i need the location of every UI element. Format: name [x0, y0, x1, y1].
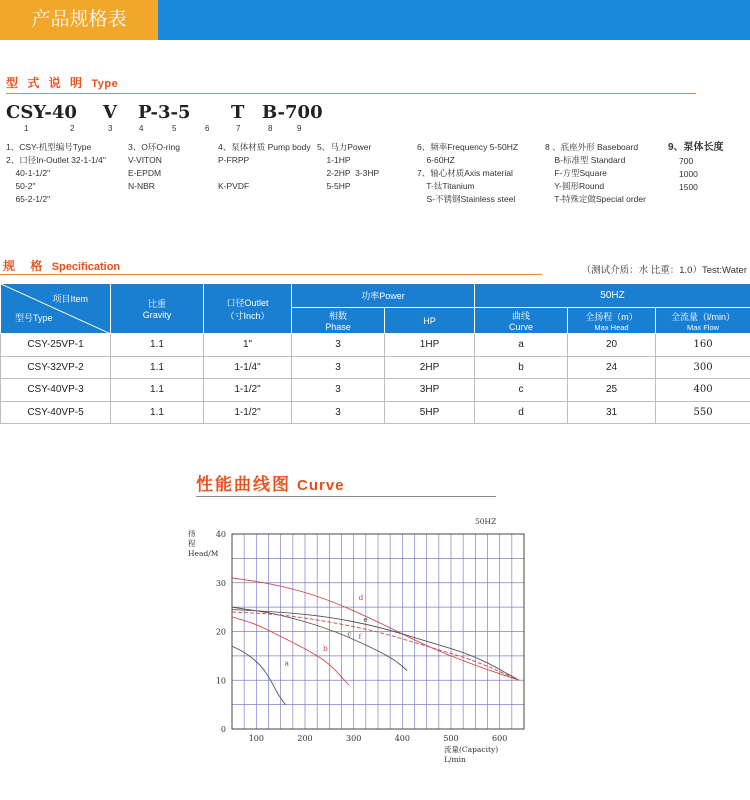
desc-length-title: 9、泵体长度 [668, 142, 724, 153]
cell-model: CSY-40VP-5 [1, 401, 111, 424]
table-row [1, 334, 750, 357]
table-row [1, 379, 750, 402]
desc-pump-body: 4、泵体材质 Pump body P-FRPP K-PVDF [218, 142, 311, 191]
curve-section-title [196, 470, 345, 495]
header-hp: HP [385, 308, 475, 334]
curve-label-a: a [284, 658, 290, 668]
header-flow-cn: 全流量（l/min） [671, 311, 736, 322]
cell-gravity: 1.1 [111, 401, 204, 424]
curve-label-c: c [347, 629, 352, 639]
cell-outlet: 1-1/2" [204, 401, 292, 424]
code-part-5: B-700 [262, 102, 323, 123]
cell-hp: 2HP [385, 356, 475, 379]
cell-head: 20 [568, 334, 656, 357]
header-flow-en: Max Flow [686, 322, 720, 332]
desc-oring: 3、O环O-ring V-VITON E-EPDM N-NBR [128, 142, 180, 191]
index-5: 5 [172, 124, 177, 133]
cell-phase: 3 [292, 379, 385, 402]
index-2: 2 [70, 124, 75, 133]
code-part-3: P-3-5 [138, 102, 191, 123]
code-part-4: T [231, 102, 245, 123]
cell-model: CSY-25VP-1 [1, 334, 111, 357]
curve-b [232, 617, 352, 685]
index-9: 9 [297, 124, 302, 133]
header-gravity-cn: 比重 [147, 299, 166, 309]
cell-flow: 300 [656, 356, 750, 379]
desc-baseboard: 8 、底座外形 Baseboard B-标准型 Standard F-方型Square Y-圆形Round T-特殊定做Special order [545, 142, 646, 204]
cell-outlet: 1-1/4" [204, 356, 292, 379]
x-tick-label: 400 [394, 734, 410, 743]
header-model: 型号Type [15, 313, 53, 323]
cell-phase: 3 [292, 356, 385, 379]
header-outlet-cn: 口径Outlet [226, 297, 269, 308]
y-axis-label: 程 [188, 539, 196, 548]
spec-table [0, 283, 750, 424]
y-tick-label: 40 [215, 530, 226, 539]
spec-table-tab: 产品规格表 [0, 0, 158, 40]
cell-hp: 5HP [385, 401, 475, 424]
cell-curve: c [475, 379, 568, 402]
header-max-head [568, 308, 656, 334]
performance-curve-chart [180, 510, 540, 775]
header-phase [292, 308, 385, 334]
cell-curve: d [475, 401, 568, 424]
x-tick-label: 300 [346, 734, 362, 743]
header-curve-cn: 曲线 [512, 311, 531, 321]
index-4: 4 [139, 124, 144, 133]
header-phase-en: Phase [325, 322, 351, 332]
curve-label-f: f [358, 631, 362, 641]
item-model-header [1, 284, 111, 334]
frequency-annotation: 50HZ [475, 517, 497, 526]
header-head-en: Max Head [594, 322, 629, 332]
cell-flow: 400 [656, 379, 750, 402]
x-tick-label: 200 [297, 734, 313, 743]
index-1: 1 [24, 124, 29, 133]
header-gravity-en: Gravity [142, 310, 172, 320]
header-phase-cn: 相数 [328, 311, 347, 321]
cell-model: CSY-32VP-2 [1, 356, 111, 379]
cell-gravity: 1.1 [111, 379, 204, 402]
code-part-2: V [103, 102, 117, 123]
spec-title-cn: 规 格 [3, 259, 49, 273]
test-note: （测试介质：水 比重：1.0）Test:Water [581, 265, 747, 276]
y-tick-label: 0 [220, 725, 226, 734]
cell-phase: 3 [292, 401, 385, 424]
curve-label-e: e [363, 614, 368, 624]
header-curve-en: Curve [509, 322, 534, 332]
curve-title-en: Curve [297, 477, 345, 494]
code-part-1: CSY-40 [6, 102, 77, 123]
type-section-title [6, 74, 118, 91]
header-outlet-en: （寸Inch） [225, 310, 270, 321]
cell-hp: 1HP [385, 334, 475, 357]
curve-c [232, 607, 407, 670]
header-gravity [111, 284, 204, 334]
cell-head: 25 [568, 379, 656, 402]
y-tick-label: 20 [215, 627, 226, 637]
header-curve [475, 308, 568, 334]
index-7: 7 [236, 124, 241, 133]
header-power: 功率Power [292, 284, 475, 308]
cell-model: CSY-40VP-3 [1, 379, 111, 402]
spec-section-title [3, 257, 120, 274]
section-divider [196, 496, 496, 497]
header-head-cn: 全扬程（m） [585, 311, 638, 322]
top-banner [0, 0, 750, 40]
x-tick-label: 100 [248, 734, 264, 743]
desc-model-outlet: 1、CSY-机型编号Type 2、口径In-Outlet 32-1-1/4" 40-1-1/2" 50-2" 65-2-1/2" [6, 142, 106, 204]
cell-outlet: 1" [204, 334, 292, 357]
cell-phase: 3 [292, 334, 385, 357]
desc-frequency-axis: 6、频率Frequency 5-50HZ 6-60HZ 7、轴心材质Axis material T-钛Titanium S-不锈钢Stainless steel [417, 142, 519, 204]
cell-gravity: 1.1 [111, 334, 204, 357]
cell-curve: b [475, 356, 568, 379]
type-title-en: Type [91, 78, 119, 90]
header-outlet [204, 284, 292, 334]
curve-title-cn: 性能曲线图 [196, 475, 291, 494]
x-tick-label: 600 [492, 734, 508, 743]
table-row [1, 356, 750, 379]
spec-title-en: Specification [51, 261, 121, 273]
y-tick-label: 10 [215, 676, 226, 686]
curve-d [232, 578, 519, 680]
cell-head: 24 [568, 356, 656, 379]
header-item: 项目Item [52, 294, 88, 304]
x-tick-label: 500 [443, 734, 459, 743]
curve-f [232, 612, 519, 680]
y-tick-label: 30 [215, 578, 226, 588]
y-axis-label: 扬 [188, 529, 196, 538]
curve-label-b: b [323, 644, 328, 653]
index-6: 6 [205, 124, 210, 133]
curve-label-d: d [358, 592, 364, 602]
cell-hp: 3HP [385, 379, 475, 402]
cell-head: 31 [568, 401, 656, 424]
index-8: 8 [268, 124, 273, 133]
cell-flow: 550 [656, 401, 750, 424]
cell-flow: 160 [656, 334, 750, 357]
section-divider [0, 274, 542, 275]
cell-outlet: 1-1/2" [204, 379, 292, 402]
section-divider [6, 93, 696, 94]
cell-gravity: 1.1 [111, 356, 204, 379]
header-max-flow [656, 308, 750, 334]
cell-curve: a [475, 334, 568, 357]
x-axis-label: L/min [444, 755, 466, 764]
curve-a [232, 646, 286, 705]
y-axis-label: Head/M [188, 549, 219, 558]
type-title-cn: 型 式 说 明 [6, 76, 86, 90]
curve-e [232, 610, 519, 681]
desc-length-values: 700 1000 1500 [679, 156, 698, 192]
x-axis-label: 流量(Capacity) [444, 745, 499, 754]
table-row [1, 401, 750, 424]
desc-power: 5、马力Power 1-1HP 2-2HP 3-3HP 5-5HP [317, 142, 380, 191]
index-3: 3 [108, 124, 113, 133]
header-50hz: 50HZ [475, 284, 750, 308]
